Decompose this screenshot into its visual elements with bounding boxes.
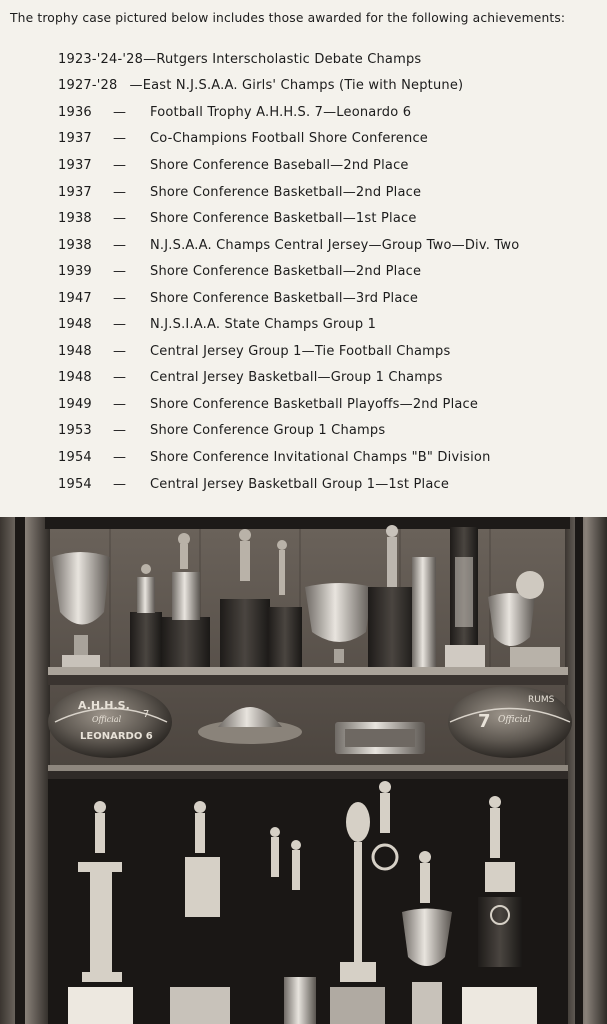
achievement-row: [58, 418, 598, 445]
achievement-text: Football Trophy A.H.H.S. 7—Leonardo 6: [150, 104, 412, 120]
achievement-row: [58, 311, 598, 338]
achievement-text: Shore Conference Group 1 Champs: [150, 423, 386, 439]
achievement-list: [58, 46, 598, 497]
achievement-year: 1948: [58, 343, 92, 359]
achievement-year: 1954: [58, 476, 92, 492]
left-ball-text-2: Official: [92, 715, 122, 724]
achievement-row: [58, 365, 598, 392]
achievement-text: Shore Conference Basketball—1st Place: [150, 211, 417, 227]
achievement-text: Shore Conference Baseball—2nd Place: [150, 157, 409, 173]
achievement-dash: —: [113, 264, 127, 280]
left-football: [48, 686, 172, 758]
trophy-case-photo: [0, 517, 607, 1024]
achievement-year: 1947: [58, 290, 92, 306]
achievement-row: [58, 338, 598, 365]
middle-plaque: [335, 722, 425, 754]
achievement-dash: —: [113, 423, 127, 439]
right-ball-text-1: 7: [478, 711, 491, 732]
achievement-text: Shore Conference Basketball—2nd Place: [150, 184, 422, 200]
achievement-dash: —: [113, 317, 127, 333]
achievement-row: [58, 258, 598, 285]
achievement-text: Central Jersey Basketball—Group 1 Champs: [150, 370, 443, 386]
achievement-row: [58, 391, 598, 418]
right-ball-text-3: RUMS: [528, 695, 555, 705]
achievement-dash: —: [113, 370, 127, 386]
left-ball-text-4: 7: [143, 709, 150, 720]
achievement-dash: —: [129, 78, 143, 94]
achievement-dash: —: [113, 184, 127, 200]
achievement-row: [58, 152, 598, 179]
achievement-text: Shore Conference Invitational Champs "B" Division: [150, 449, 491, 465]
achievement-year: 1948: [58, 370, 92, 386]
left-ball-text-1: A.H.H.S.: [78, 699, 130, 712]
achievement-row: [58, 99, 598, 126]
achievement-text: Rutgers Interscholastic Debate Champs: [156, 51, 422, 67]
achievement-row: [58, 444, 598, 471]
intro-text: The trophy case pictured below includes those awarded for the following achievements:: [10, 11, 566, 25]
achievement-year: 1948: [58, 317, 92, 333]
achievement-dash: —: [143, 51, 157, 67]
right-football: [448, 686, 572, 758]
achievement-dash: —: [113, 476, 127, 492]
achievement-year: 1939: [58, 264, 92, 280]
achievement-row: [58, 232, 598, 259]
achievement-dash: —: [113, 290, 127, 306]
achievement-dash: —: [113, 157, 127, 173]
achievement-text: N.J.S.I.A.A. State Champs Group 1: [150, 317, 377, 333]
achievement-dash: —: [113, 449, 127, 465]
achievement-text: East N.J.S.A.A. Girls' Champs (Tie with Neptune): [142, 78, 464, 94]
achievement-year: 1954: [58, 449, 92, 465]
achievement-text: Co-Champions Football Shore Conference: [150, 131, 428, 147]
achievement-year: 1949: [58, 396, 92, 412]
achievement-year: 1938: [58, 211, 92, 227]
achievement-dash: —: [113, 237, 127, 253]
achievement-dash: —: [113, 104, 127, 120]
achievement-year: 1937: [58, 131, 92, 147]
achievement-row: [58, 471, 598, 498]
achievement-dash: —: [113, 343, 127, 359]
left-ball-text-3: LEONARDO 6: [80, 731, 153, 742]
achievement-text: N.J.S.A.A. Champs Central Jersey—Group Two—Div. Two: [150, 237, 520, 253]
achievement-row: [58, 205, 598, 232]
achievement-year: 1937: [58, 157, 92, 173]
achievement-dash: —: [113, 396, 127, 412]
achievement-text: Shore Conference Basketball—2nd Place: [150, 264, 422, 280]
achievement-text: Central Jersey Basketball Group 1—1st Place: [150, 476, 450, 492]
achievement-row: [58, 46, 598, 73]
achievement-year: 1923-'24-'28: [58, 51, 144, 67]
right-ball-text-2: Official: [498, 715, 531, 725]
achievement-year: 1927-'28: [58, 78, 118, 94]
achievement-year: 1938: [58, 237, 92, 253]
achievement-text: Central Jersey Group 1—Tie Football Champs: [150, 343, 451, 359]
achievement-row: [58, 73, 598, 100]
achievement-row: [58, 126, 598, 153]
achievement-row: [58, 179, 598, 206]
achievement-text: Shore Conference Basketball—3rd Place: [150, 290, 419, 306]
achievement-year: 1937: [58, 184, 92, 200]
achievement-dash: —: [113, 211, 127, 227]
achievement-text: Shore Conference Basketball Playoffs—2nd Place: [150, 396, 479, 412]
achievement-row: [58, 285, 598, 312]
achievement-dash: —: [113, 131, 127, 147]
achievement-year: 1936: [58, 104, 92, 120]
achievement-year: 1953: [58, 423, 92, 439]
